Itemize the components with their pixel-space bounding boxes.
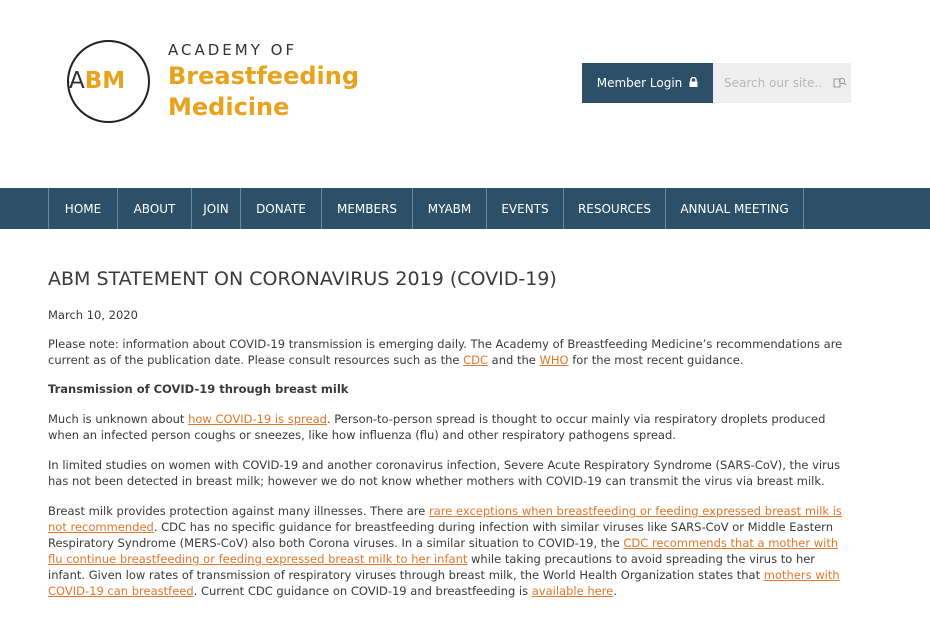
lock-icon [689,77,698,87]
nav-home[interactable]: HOME [49,188,118,229]
logo-abm-bm: BM [84,68,126,94]
mothers-can-breastfeed-link[interactable]: mothers with COVID-19 can breastfeed [48,568,840,598]
nav-join[interactable]: JOIN [192,188,241,229]
protection-text-5: . [613,584,617,598]
logo-breastfeeding: Breastfeeding [168,62,360,90]
article-content [48,268,848,599]
rare-exceptions-link[interactable]: rare exceptions when breastfeeding or feeding expressed breast milk is not recommended [48,504,842,534]
nav-annual-meeting[interactable]: ANNUAL MEETING [666,188,804,229]
member-login-label: Member Login [596,76,683,90]
spread-paragraph [48,411,848,443]
search-box [713,63,851,103]
how-spread-link[interactable]: how COVID-19 is spread [188,412,327,426]
note-text-3: for the most recent guidance. [568,353,744,367]
member-login-button[interactable] [582,63,713,103]
cdc-link[interactable]: CDC [463,353,489,367]
protection-text-4: . Current CDC guidance on COVID-19 and breastfeeding is [193,584,532,598]
page-title: ABM STATEMENT ON CORONAVIRUS 2019 (COVID-19) [48,268,557,290]
who-link[interactable]: WHO [539,353,569,367]
nav-donate[interactable]: DONATE [241,188,322,229]
search-input[interactable] [713,63,823,103]
note-paragraph [48,336,848,368]
protection-text-1: Breast milk provides protection against many illnesses. There are [48,504,429,518]
logo-abm-mark [69,68,149,94]
search-icon[interactable] [833,76,847,90]
protection-text-2: . CDC has no specific guidance for breastfeeding during infection with similar viruses like SARS-CoV or Middle Eastern Respiratory Syndrome (MERS-CoV) also both Corona viruses. In a similar situation to COVID-19, the [48,520,833,550]
nav-about[interactable]: ABOUT [118,188,192,229]
main-nav [0,188,930,229]
note-text-2: and the [488,353,540,367]
spread-text-2: . Person-to-person spread is thought to occur mainly via respiratory droplets produced when an infected person coughs or sneezes, like how influenza (flu) and other respiratory pathogens spread. [48,412,826,442]
article-date: March 10, 2020 [48,308,138,322]
nav-resources[interactable]: RESOURCES [564,188,666,229]
logo-medicine: Medicine [168,93,290,121]
note-text-1: Please note: information about COVID-19 transmission is emerging daily. The Academy of Breastfeeding Medicine’s recommendations are current as of the publication date. Please consult resources such as the [48,337,843,367]
nav-events[interactable]: EVENTS [487,188,564,229]
available-here-link[interactable]: available here [531,584,614,598]
cdc-recommends-link[interactable]: CDC recommends that a mother with flu continue breastfeeding or feeding expressed breast milk to her infant [48,536,839,566]
protection-text-3: while taking precautions to avoid spreading the virus to her infant. Given low rates of transmission of respiratory viruses through breast milk, the World Health Organization states that [48,552,816,582]
spread-text-1: Much is unknown about [48,412,189,426]
logo-abm-a: A [69,68,85,94]
protection-paragraph [48,503,848,599]
section-heading: Transmission of COVID-19 through breast milk [48,382,349,396]
logo-academy-of: ACADEMY OF [168,41,298,59]
site-header [0,0,930,188]
nav-myabm[interactable]: MYABM [413,188,487,229]
abm-logo[interactable] [67,40,387,130]
studies-paragraph: In limited studies on women with COVID-19 and another coronavirus infection, Severe Acute Respiratory Syndrome (SARS-CoV), the virus has not been detected in breast milk; however we do not know whether mothers with COVID-19 can transmit the virus via breast milk. [48,458,841,488]
nav-members[interactable]: MEMBERS [322,188,413,229]
